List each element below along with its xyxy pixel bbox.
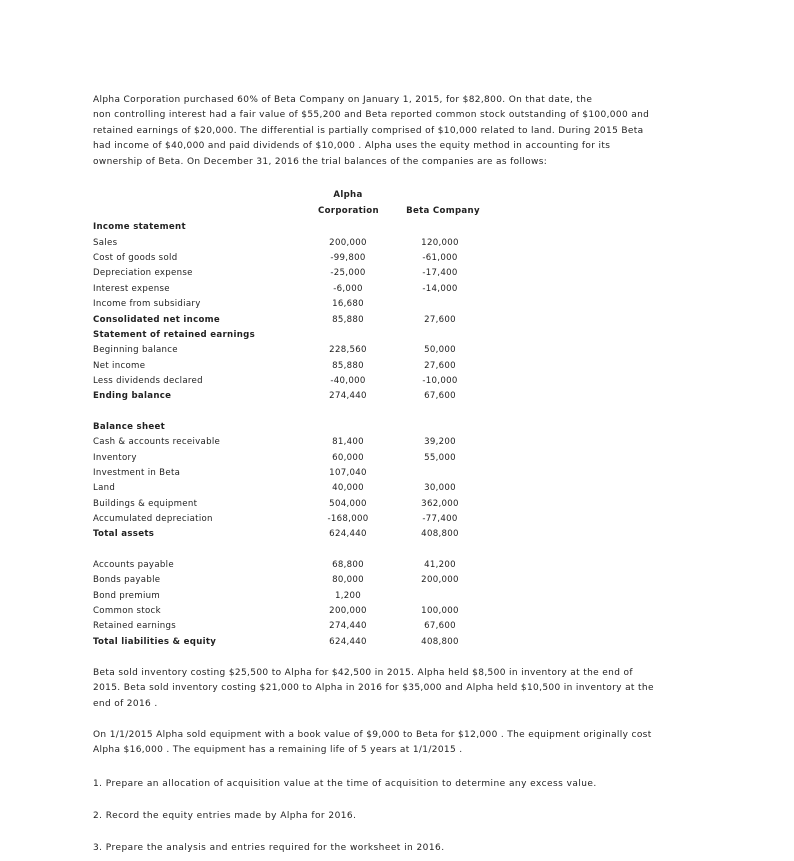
table-row	[93, 575, 513, 589]
row-label: Net income	[93, 360, 146, 371]
header-row-1	[93, 190, 513, 204]
alpha-value: -25,000	[330, 268, 366, 279]
inventory-line: end of 2016 .	[93, 698, 158, 709]
table-row	[93, 468, 513, 482]
alpha-value: 624,440	[329, 636, 367, 647]
table-row	[93, 330, 513, 344]
beta-value: -17,400	[422, 268, 458, 279]
alpha-value: 81,400	[332, 437, 364, 448]
intro-paragraph	[93, 93, 703, 170]
row-label: Inventory	[93, 452, 137, 463]
row-label: Buildings & equipment	[93, 498, 198, 509]
beta-value: -77,400	[422, 514, 458, 524]
table-row	[93, 437, 513, 451]
table-row	[93, 453, 513, 467]
alpha-value: 40,000	[332, 483, 364, 494]
inventory-line: 2015. Beta sold inventory costing $21,000 to Alpha in 2016 for $35,000 and Alpha held $10,500 in inventory at the	[93, 683, 654, 694]
row-label: Cost of goods sold	[93, 253, 178, 263]
table-row	[93, 391, 513, 405]
table-row	[93, 499, 513, 513]
row-label: Consolidated net income	[93, 314, 221, 325]
table-row	[93, 299, 513, 313]
beta-value: 30,000	[424, 483, 456, 494]
equipment-line: On 1/1/2015 Alpha sold equipment with a book value of $9,000 to Beta for $12,000 . The equipment originally cost	[93, 730, 652, 740]
alpha-value: -168,000	[327, 514, 369, 524]
table-row	[93, 376, 513, 390]
beta-value: 41,200	[424, 560, 456, 571]
alpha-value: -99,800	[330, 253, 366, 263]
table-row	[93, 222, 513, 236]
beta-value: -61,000	[422, 253, 458, 263]
table-row	[93, 268, 513, 282]
question-2: 2. Record the equity entries made by Alpha for 2016.	[93, 811, 357, 821]
spacer-row	[93, 407, 513, 421]
beta-value: 408,800	[421, 636, 459, 647]
beta-value: 27,600	[424, 360, 456, 371]
inventory-paragraph	[93, 666, 703, 712]
row-label: Retained earnings	[93, 621, 177, 632]
row-label: Interest expense	[93, 283, 170, 294]
header-row-2	[93, 206, 513, 220]
inventory-line: Beta sold inventory costing $25,500 to Alpha for $42,500 in 2015. Alpha held $8,500 in inventory at the end of	[93, 668, 633, 678]
alpha-value: 68,800	[332, 560, 364, 571]
row-label: Land	[93, 483, 116, 494]
table-row	[93, 529, 513, 543]
alpha-value: 200,000	[329, 606, 367, 617]
row-label: Depreciation expense	[93, 268, 193, 279]
alpha-value: -6,000	[333, 283, 363, 294]
table-row	[93, 284, 513, 298]
table-row	[93, 238, 513, 252]
spacer-row	[93, 545, 513, 559]
row-label: Income from subsidiary	[93, 299, 201, 310]
row-label: Investment in Beta	[93, 467, 181, 478]
row-label: Bonds payable	[93, 575, 161, 586]
table-row	[93, 483, 513, 497]
beta-header: Beta Company	[406, 206, 480, 216]
beta-value: 200,000	[421, 575, 459, 586]
intro-line: ownership of Beta. On December 31, 2016 the trial balances of the companies are as follows:	[93, 156, 548, 167]
alpha-value: 504,000	[329, 498, 367, 509]
intro-line: retained earnings of $20,000. The differential is partially comprised of $10,000 related to land. During 2015 Beta	[93, 125, 644, 136]
question-1: 1. Prepare an allocation of acquisition value at the time of acquisition to determine any excess value.	[93, 779, 597, 789]
row-label: Income statement	[93, 222, 186, 233]
row-label: Sales	[93, 237, 118, 248]
table-row	[93, 621, 513, 635]
alpha-value: 80,000	[332, 575, 364, 586]
table-row	[93, 345, 513, 359]
row-label: Total assets	[93, 529, 155, 540]
row-label: Statement of retained earnings	[93, 329, 255, 340]
beta-value: 67,600	[424, 391, 456, 402]
table-row	[93, 253, 513, 267]
beta-value: 408,800	[421, 529, 459, 540]
row-label: Accumulated depreciation	[93, 514, 213, 524]
intro-line: Alpha Corporation purchased 60% of Beta Company on January 1, 2015, for $82,800. On that date, the	[93, 95, 593, 105]
question-3: 3. Prepare the analysis and entries required for the worksheet in 2016.	[93, 843, 445, 853]
alpha-value: 16,680	[332, 299, 364, 310]
beta-value: 100,000	[421, 606, 459, 617]
row-label: Bond premium	[93, 590, 161, 601]
table-row	[93, 514, 513, 528]
alpha-value: 1,200	[334, 590, 362, 601]
alpha-value: 85,880	[332, 360, 364, 371]
table-row	[93, 422, 513, 436]
intro-line: had income of $40,000 and paid dividends of $10,000 . Alpha uses the equity method in accounting for its	[93, 141, 611, 152]
beta-value: -10,000	[422, 375, 458, 386]
table-row	[93, 361, 513, 375]
beta-value: 120,000	[421, 237, 459, 248]
row-label: Common stock	[93, 606, 161, 617]
row-label: Beginning balance	[93, 345, 178, 356]
alpha-value: 200,000	[329, 237, 367, 248]
beta-value: 362,000	[421, 498, 459, 509]
beta-value: 67,600	[424, 621, 456, 632]
table-row	[93, 606, 513, 620]
row-label: Total liabilities & equity	[93, 636, 217, 647]
row-label: Ending balance	[93, 391, 172, 402]
equipment-line: Alpha $16,000 . The equipment has a remaining life of 5 years at 1/1/2015 .	[93, 745, 463, 756]
table-row	[93, 315, 513, 329]
beta-value: 27,600	[424, 314, 456, 325]
table-row	[93, 591, 513, 605]
alpha-value: 60,000	[332, 452, 364, 463]
alpha-value: -40,000	[330, 375, 366, 386]
row-label: Balance sheet	[93, 421, 166, 432]
beta-value: 39,200	[424, 437, 456, 448]
alpha-value: 274,440	[329, 621, 367, 632]
alpha-value: 228,560	[329, 345, 367, 356]
alpha-value: 85,880	[332, 314, 364, 325]
beta-value: 55,000	[424, 452, 456, 463]
alpha-value: 107,040	[329, 467, 367, 478]
row-label: Cash & accounts receivable	[93, 437, 221, 448]
intro-line: non controlling interest had a fair value of $55,200 and Beta reported common stock outstanding of $100,000 and	[93, 110, 650, 121]
row-label: Accounts payable	[93, 560, 174, 571]
alpha-value: 274,440	[329, 391, 367, 402]
row-label: Less dividends declared	[93, 375, 203, 386]
equipment-paragraph	[93, 728, 703, 759]
table-row	[93, 637, 513, 651]
alpha-header-line1: Alpha	[333, 190, 363, 200]
beta-value: 50,000	[424, 345, 456, 356]
alpha-value: 624,440	[329, 529, 367, 540]
beta-value: -14,000	[422, 283, 458, 294]
table-row	[93, 560, 513, 574]
alpha-header-line2: Corporation	[318, 206, 379, 216]
